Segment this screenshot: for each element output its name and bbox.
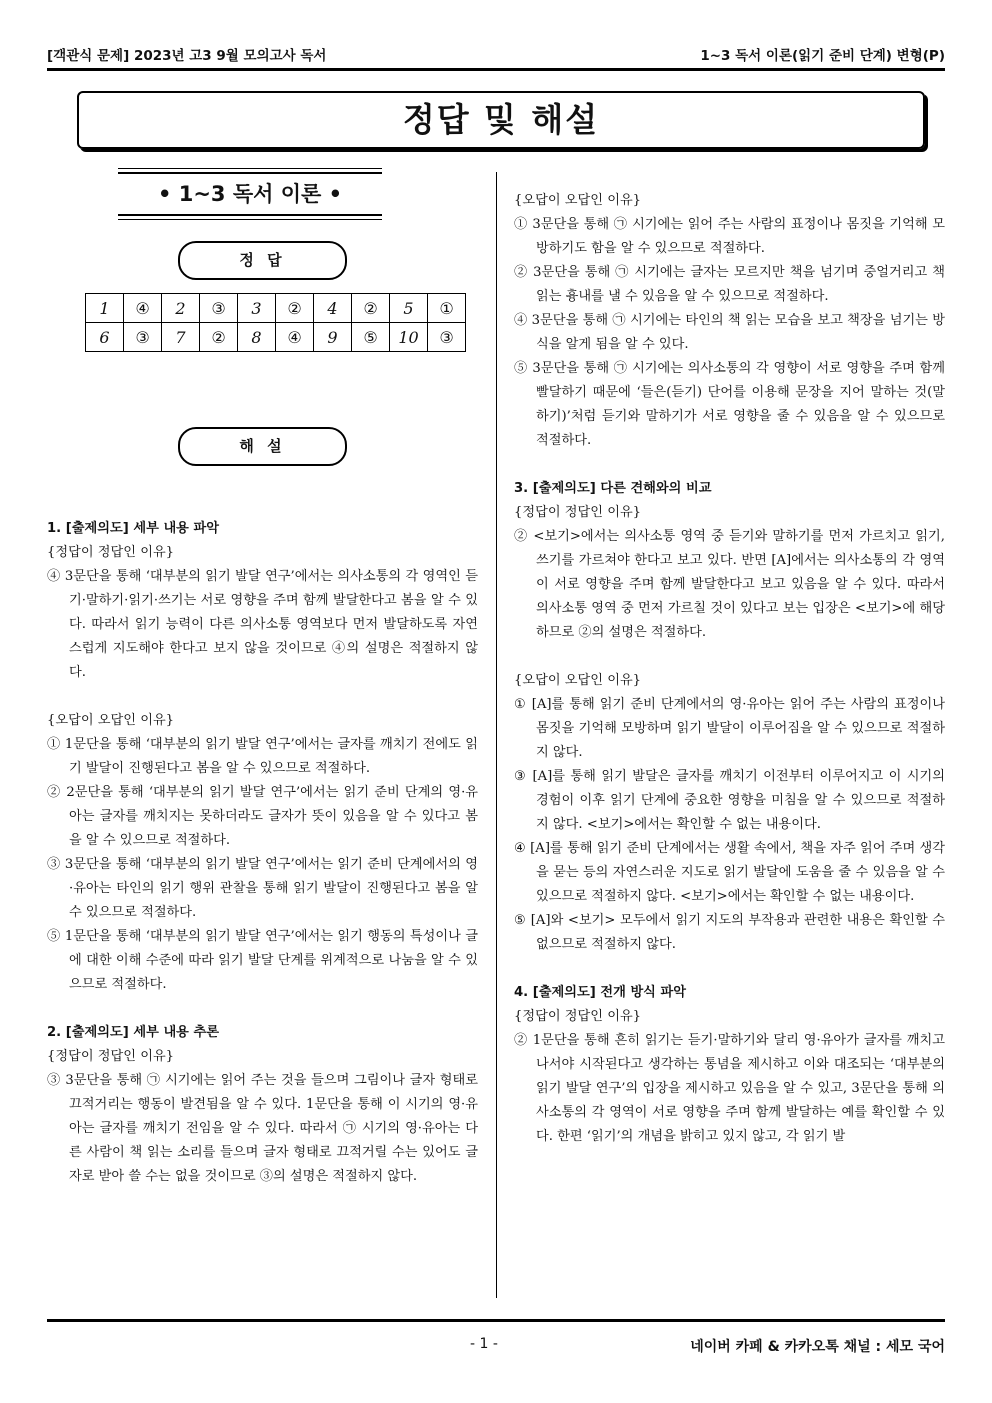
explanation-label: 해 설 xyxy=(178,427,347,466)
column-divider xyxy=(496,172,497,1298)
q2-title: 2. [출제의도] 세부 내용 추론 xyxy=(47,1025,219,1040)
q4-title: 4. [출제의도] 전개 방식 파악 xyxy=(514,985,686,1000)
left-column xyxy=(47,517,478,1189)
answer-mark: ② xyxy=(276,294,314,323)
q4-correct-text: ② 1문단을 통해 흔히 읽기는 듣기·말하기와 달리 영·유아가 글자를 깨치고 나서야 시작된다고 생각하는 통념을 제시하고 이와 대조되는 ‘대부분의 읽기 발달 연구’의 입장을 제시하고 있음을 알 수 있고, 3문단을 통해 의사소통의 각 영역이 서로 영향을 주며 함께 발달하는 예를 확인할 수 있다. 한편 ‘읽기’의 개념을 밝히고 있지 않고, 각 읽기 발 xyxy=(514,1033,945,1144)
q2-wrong-heading: {오답이 오답인 이유} xyxy=(514,193,642,208)
q1-correct-heading: {정답이 정답인 이유} xyxy=(47,545,175,560)
q3-wrong-item: ① [A]를 통해 읽기 준비 단계에서의 영·유아는 읽어 주는 사람의 표정이나 몸짓을 기억해 모방하며 읽기 발달이 이루어짐을 알 수 있으므로 적절하지 않다. xyxy=(514,697,945,760)
q2-correct-heading: {정답이 정답인 이유} xyxy=(47,1049,175,1064)
header-left: [객관식 문제] 2023년 고3 9월 모의고사 독서 xyxy=(47,48,327,64)
answer-mark: ② xyxy=(352,294,390,323)
question-number: 6 xyxy=(86,323,124,352)
question-number: 8 xyxy=(238,323,276,352)
answer-row xyxy=(86,294,466,323)
answer-mark: ③ xyxy=(124,323,162,352)
q2-wrong-item: ② 3문단을 통해 ㉠ 시기에는 글자는 모르지만 책을 넘기며 중얼거리고 책 읽는 흉내를 낼 수 있음을 알 수 있으므로 적절하다. xyxy=(514,265,945,304)
question-number: 7 xyxy=(162,323,200,352)
q1-wrong-item: ⑤ 1문단을 통해 ‘대부분의 읽기 발달 연구’에서는 읽기 행동의 특성이나 글에 대한 이해 수준에 따라 읽기 발달 단계를 위계적으로 나눔을 알 수 있으므로 적절하다. xyxy=(47,929,478,992)
q1-wrong-item: ② 2문단을 통해 ‘대부분의 읽기 발달 연구’에서는 읽기 준비 단계의 영·유아는 글자를 깨치지는 못하더라도 글자가 뜻이 있음을 알 수 있다고 봄을 알 수 있으므로 적절하다. xyxy=(47,785,478,848)
question-number: 1 xyxy=(86,294,124,323)
q4-correct-heading: {정답이 정답인 이유} xyxy=(514,1009,642,1024)
q3-wrong-item: ③ [A]를 통해 읽기 발달은 글자를 깨치기 이전부터 이루어지고 이 시기의 경험이 이후 읽기 단계에 중요한 영향을 미침을 알 수 있으므로 적절하지 않다. <보기>에서는 확인할 수 없는 내용이다. xyxy=(514,769,945,832)
answer-mark: ⑤ xyxy=(352,323,390,352)
section-title: • 1~3 독서 이론 • xyxy=(118,172,382,216)
question-number: 5 xyxy=(390,294,428,323)
q1-wrong-heading: {오답이 오답인 이유} xyxy=(47,713,175,728)
page-number: - 1 - xyxy=(470,1336,498,1352)
q2-correct-text: ③ 3문단을 통해 ㉠ 시기에는 읽어 주는 것을 들으며 그림이나 글자 형태로 끄적거리는 행동이 발견됨을 알 수 있다. 1문단을 통해 이 시기의 영·유아는 글자를 깨치기 전임을 알 수 있다. 따라서 ㉠ 시기의 영·유아는 다른 사람이 책 읽는 소리를 들으며 글자 형태로 끄적거릴 수는 있어도 글자로 받아 쓸 수는 없을 것이므로 ③의 설명은 적절하지 않다. xyxy=(47,1073,478,1184)
question-number: 9 xyxy=(314,323,352,352)
question-number: 3 xyxy=(238,294,276,323)
q1-wrong-item: ① 1문단을 통해 ‘대부분의 읽기 발달 연구’에서는 글자를 깨치기 전에도 읽기 발달이 진행된다고 봄을 알 수 있으므로 적절하다. xyxy=(47,737,478,776)
answer-mark: ④ xyxy=(124,294,162,323)
footer-source: 네이버 카페 & 카카오톡 채널 : 세모 국어 xyxy=(690,1339,945,1355)
q1-wrong-item: ③ 3문단을 통해 ‘대부분의 읽기 발달 연구’에서는 읽기 준비 단계에서의 영·유아는 타인의 읽기 행위 관찰을 통해 읽기 발달이 진행된다고 봄을 알 수 있으므로 적절하다. xyxy=(47,857,478,920)
q3-wrong-item: ④ [A]를 통해 읽기 준비 단계에서는 생활 속에서, 책을 자주 읽어 주며 생각을 묻는 등의 자연스러운 지도로 읽기 발달에 도움을 줄 수 있음을 알 수 있으므로 적절하지 않다. <보기>에서는 확인할 수 없는 내용이다. xyxy=(514,841,945,904)
q3-title: 3. [출제의도] 다른 견해와의 비교 xyxy=(514,481,712,496)
answer-table xyxy=(85,293,466,352)
footer-rule xyxy=(47,1319,945,1322)
q1-title: 1. [출제의도] 세부 내용 파악 xyxy=(47,521,219,536)
question-number: 4 xyxy=(314,294,352,323)
header-right: 1~3 독서 이론(읽기 준비 단계) 변형(P) xyxy=(700,48,945,64)
answer-label: 정 답 xyxy=(178,241,347,280)
answer-mark: ③ xyxy=(428,323,466,352)
q2-wrong-item: ④ 3문단을 통해 ㉠ 시기에는 타인의 책 읽는 모습을 보고 책장을 넘기는 방식을 알게 됨을 알 수 있다. xyxy=(514,313,945,352)
question-number: 10 xyxy=(390,323,428,352)
q2-wrong-item: ⑤ 3문단을 통해 ㉠ 시기에는 의사소통의 각 영향이 서로 영향을 주며 함께 빨달하기 때문에 ‘들은(듣기) 단어를 이용해 문장을 지어 말하는 것(말하기)’처럼 듣기와 말하기가 서로 영향을 줄 수 있음을 알 수 있으므로 적절하다. xyxy=(514,361,945,448)
q3-wrong-item: ⑤ [A]와 <보기> 모두에서 읽기 지도의 부작용과 관련한 내용은 확인할 수 없으므로 적절하지 않다. xyxy=(514,913,945,952)
right-column xyxy=(514,189,945,1149)
answer-mark: ③ xyxy=(200,294,238,323)
q2-wrong-item: ① 3문단을 통해 ㉠ 시기에는 읽어 주는 사람의 표정이나 몸짓을 기억해 모방하기도 함을 알 수 있으므로 적절하다. xyxy=(514,217,945,256)
answer-mark: ② xyxy=(200,323,238,352)
answer-row xyxy=(86,323,466,352)
q3-correct-text: ② <보기>에서는 의사소통 영역 중 듣기와 말하기를 먼저 가르치고 읽기, 쓰기를 가르쳐야 한다고 보고 있다. 반면 [A]에서는 의사소통의 각 영역이 서로 영향을 주며 함께 발달한다고 보고 있음을 알 수 있다. 따라서 의사소통 영역 중 먼저 가르칠 것이 있다고 보는 입장은 <보기>에 해당하므로 ②의 설명은 적절하다. xyxy=(514,529,945,640)
q3-correct-heading: {정답이 정답인 이유} xyxy=(514,505,642,520)
answer-mark: ① xyxy=(428,294,466,323)
page-title: 정답 및 해설 xyxy=(77,91,925,149)
page-header xyxy=(47,44,945,64)
header-rule xyxy=(47,68,945,71)
q3-wrong-heading: {오답이 오답인 이유} xyxy=(514,673,642,688)
question-number: 2 xyxy=(162,294,200,323)
q1-correct-text: ④ 3문단을 통해 ‘대부분의 읽기 발달 연구’에서는 의사소통의 각 영역인 듣기·말하기·읽기·쓰기는 서로 영향을 주며 함께 발달한다고 봄을 알 수 있다. 따라서 읽기 능력이 다른 의사소통 영역보다 먼저 발달하도록 자연스럽게 지도해야 한다고 보지 않을 것이므로 ④의 설명은 적절하지 않다. xyxy=(47,569,478,680)
answer-mark: ④ xyxy=(276,323,314,352)
